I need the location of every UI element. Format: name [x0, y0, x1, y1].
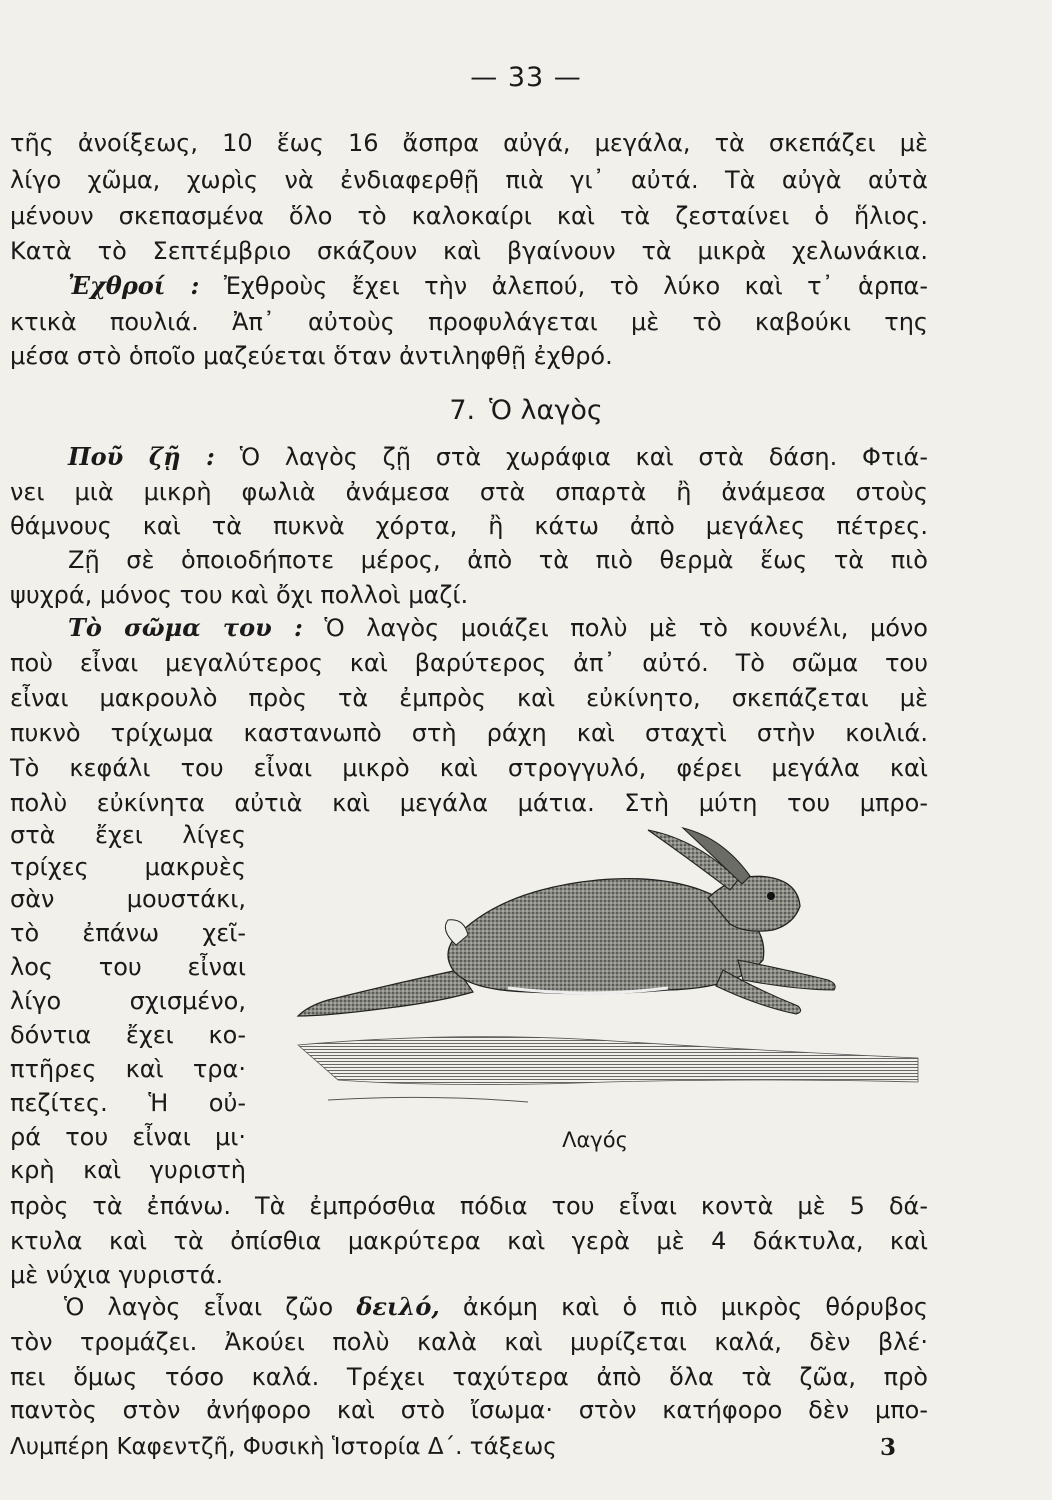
- text-line: Ζῇ σὲ ὁποιοδήποτε μέρος, ἀπὸ τὰ πιὸ θερμὰ ἕως τὰ πιὸ: [68, 546, 928, 574]
- section-number: 7.: [449, 395, 476, 426]
- body-term: Τὸ σῶμα του :: [68, 613, 303, 642]
- timid-term: δειλό,: [356, 1292, 440, 1321]
- narrow-text-line: λος του εἶναι: [10, 953, 246, 981]
- text-line: πρὸς τὰ ἐπάνω. Τὰ ἐμπρόσθια πόδια του εἶναι κοντὰ μὲ 5 δά-: [10, 1192, 928, 1220]
- body-text: Ὁ λαγὸς μοιάζει πολὺ μὲ τὸ κουνέλι, μόνο: [324, 614, 928, 642]
- text-line: παντὸς στὸν ἀνήφορο καὶ στὸ ἴσωμα· στὸν κατήφορο δὲν μπο-: [10, 1396, 928, 1424]
- text-line: Κατὰ τὸ Σεπτέμβριο σκάζουν καὶ βγαίνουν τὰ μικρὰ χελωνάκια.: [10, 237, 928, 265]
- text-line: Τὸ κεφάλι του εἶναι μικρὸ καὶ στρογγυλό, φέρει μεγάλα καὶ: [10, 754, 928, 782]
- enemies-term: Ἐχθροί :: [68, 271, 200, 300]
- narrow-text-line: κρὴ καὶ γυριστὴ: [10, 1156, 246, 1184]
- timid-line: [10, 1292, 928, 1322]
- text-line: μέσα στὸ ὁποῖο μαζεύεται ὅταν ἀντιληφθῇ ἐχθρό.: [10, 342, 613, 370]
- text-line: εἶναι μακρουλὸ πρὸς τὰ ἐμπρὸς καὶ εὐκίνητο, σκεπάζεται μὲ: [10, 684, 928, 712]
- text-line: πει ὅμως τόσο καλά. Τρέχει ταχύτερα ἀπὸ ὅλα τὰ ζῶα, πρὸ: [10, 1363, 928, 1391]
- enemies-paragraph-line: [10, 271, 928, 301]
- narrow-text-line: δόντια ἔχει κο-: [10, 1021, 246, 1049]
- text-line: πυκνὸ τρίχωμα καστανωπὸ στὴ ράχη καὶ σταχτὶ στὴν κοιλιά.: [10, 719, 928, 747]
- narrow-text-line: τὸ ἐπάνω χεῖ-: [10, 919, 246, 947]
- text-line: πολὺ εὐκίνητα αὐτιὰ καὶ μεγάλα μάτια. Στὴ μύτη του μπρο-: [10, 789, 928, 817]
- text-line: θάμνους καὶ τὰ πυκνὰ χόρτα, ἢ κάτω ἀπὸ μεγάλες πέτρες.: [10, 512, 928, 540]
- page-number: — 33 —: [470, 62, 582, 93]
- where-lives-line: [10, 442, 928, 472]
- text-line: ποὺ εἶναι μεγαλύτερος καὶ βαρύτερος ἀπ᾽ αὐτό. Τὸ σῶμα του: [10, 649, 928, 677]
- narrow-text-line: στὰ ἔχει λίγες: [10, 821, 246, 849]
- text-line: κτικὰ πουλιά. Ἀπ᾽ αὐτοὺς προφυλάγεται μὲ τὸ καβούκι της: [10, 308, 928, 336]
- section-heading: [0, 395, 1052, 426]
- text-line: κτυλα καὶ τὰ ὀπίσθια μακρύτερα καὶ γερὰ μὲ 4 δάκτυλα, καὶ: [10, 1227, 928, 1255]
- footer-book-title: Λυμπέρη Καφεντζῆ, Φυσικὴ Ἱστορία Δ΄. τάξεως: [10, 1434, 557, 1460]
- timid-text-after: ἀκόμη καὶ ὁ πιὸ μικρὸς θόρυβος: [462, 1293, 928, 1321]
- text-line: μένουν σκεπασμένα ὅλο τὸ καλοκαίρι καὶ τὰ ζεσταίνει ὁ ἥλιος.: [10, 202, 928, 230]
- text-line: μὲ νύχια γυριστά.: [10, 1261, 224, 1289]
- timid-text-before: Ὁ λαγὸς εἶναι ζῶο: [64, 1293, 334, 1321]
- body-term-line: [10, 613, 928, 643]
- enemies-text: Ἐχθροὺς ἔχει τὴν ἀλεπού, τὸ λύκο καὶ τ᾽ ἁρπα-: [223, 272, 928, 300]
- where-lives-text: Ὁ λαγὸς ζῇ στὰ χωράφια καὶ στὰ δάση. Φτιά-: [239, 443, 928, 471]
- text-line: νει μιὰ μικρὴ φωλιὰ ἀνάμεσα στὰ σπαρτὰ ἢ ἀνάμεσα στοὺς: [10, 478, 928, 506]
- narrow-text-line: πεζίτες. Ἡ οὐ-: [10, 1089, 246, 1117]
- section-title: Ὁ λαγὸς: [489, 395, 603, 426]
- narrow-text-line: λίγο σχισμένο,: [10, 987, 246, 1015]
- text-line: τῆς ἀνοίξεως, 10 ἕως 16 ἄσπρα αὐγά, μεγάλα, τὰ σκεπάζει μὲ: [10, 129, 928, 157]
- figure-caption: Λαγός: [562, 1128, 628, 1152]
- where-lives-term: Ποῦ ζῇ :: [68, 442, 215, 471]
- narrow-text-line: σὰν μουστάκι,: [10, 885, 246, 913]
- hare-illustration-icon: [268, 820, 928, 1120]
- text-line: λίγο χῶμα, χωρὶς νὰ ἐνδιαφερθῇ πιὰ γι᾽ αὐτά. Τὰ αὐγὰ αὐτὰ: [10, 166, 928, 194]
- narrow-text-line: ρά του εἶναι μι·: [10, 1123, 246, 1151]
- footer-signature: 3: [880, 1434, 897, 1461]
- hare-figure: [268, 820, 928, 1120]
- text-line: τὸν τρομάζει. Ἀκούει πολὺ καλὰ καὶ μυρίζεται καλά, δὲν βλέ·: [10, 1328, 928, 1356]
- narrow-text-line: τρίχες μακρυὲς: [10, 853, 246, 881]
- text-line: ψυχρά, μόνος του καὶ ὄχι πολλοὶ μαζί.: [10, 581, 469, 609]
- narrow-text-line: πτῆρες καὶ τρα·: [10, 1055, 246, 1083]
